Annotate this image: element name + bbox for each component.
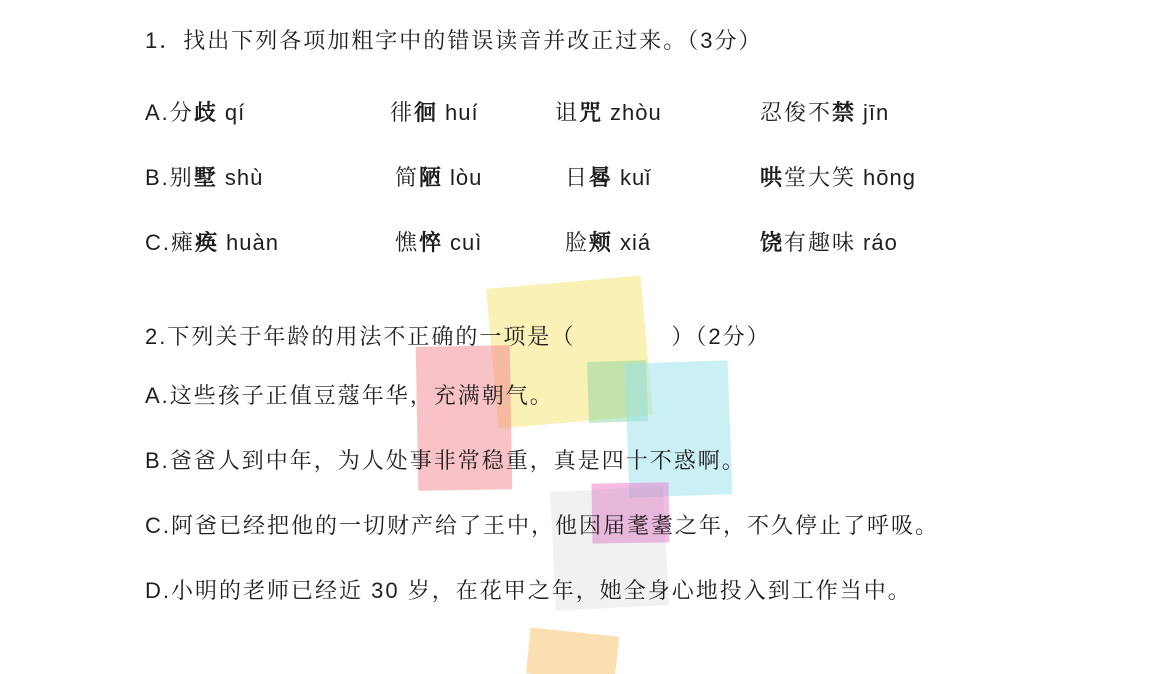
word-item: 日晷 kuǐ [565, 165, 652, 190]
row-label: B. [145, 165, 170, 190]
word-item: 饶有趣味 ráo [760, 230, 898, 255]
word-item: A.分歧 qí [145, 100, 246, 125]
question2-option-c: C.阿爸已经把他的一切财产给了王中，他因届耄耋之年，不久停止了呼吸。 [145, 513, 940, 538]
question1-title: 1．找出下列各项加粗字中的错误读音并改正过来。（3分） [145, 28, 763, 53]
word-item: 诅咒 zhòu [555, 100, 662, 125]
pinyin: xiá [620, 230, 652, 255]
question1-row-c [145, 228, 1105, 258]
watermark-orange-square [526, 627, 619, 674]
bold-character: 歧 [193, 100, 218, 125]
bold-character: 饶 [760, 230, 785, 255]
word-item: 忍俊不禁 jīn [760, 100, 890, 125]
bold-character: 徊 [414, 100, 439, 125]
question2-option-d: D.小明的老师已经近 30 岁，在花甲之年，她全身心地投入到工作当中。 [145, 578, 912, 603]
row-label: A. [145, 100, 170, 125]
question2-title: 2.下列关于年龄的用法不正确的一项是（ ）（2分） [145, 324, 771, 349]
pinyin: kuǐ [620, 165, 652, 190]
question1-row-a [145, 98, 1105, 128]
bold-character: 咒 [579, 100, 604, 125]
bold-character: 痪 [195, 230, 220, 255]
word-item: 憔悴 cuì [395, 230, 483, 255]
bold-character: 哄 [760, 165, 785, 190]
bold-character: 颊 [589, 230, 614, 255]
word-item: 徘徊 huí [390, 100, 479, 125]
word-item: B.别墅 shù [145, 165, 264, 190]
bold-character: 陋 [419, 165, 444, 190]
pinyin: ráo [863, 230, 898, 255]
word-item: 哄堂大笑 hōng [760, 165, 916, 190]
question2-option-a: A.这些孩子正值豆蔻年华，充满朝气。 [145, 383, 554, 408]
pinyin: huí [445, 100, 479, 125]
bold-character: 禁 [832, 100, 857, 125]
pinyin: shù [224, 165, 264, 190]
pinyin: lòu [450, 165, 483, 190]
pinyin: hōng [863, 165, 916, 190]
word-item: 脸颊 xiá [565, 230, 652, 255]
word-item: 简陋 lòu [395, 165, 483, 190]
pinyin: qí [224, 100, 246, 125]
bold-character: 墅 [193, 165, 218, 190]
pinyin: zhòu [610, 100, 662, 125]
bold-character: 晷 [589, 165, 614, 190]
word-item: C.瘫痪 huàn [145, 230, 279, 255]
row-label: C. [145, 230, 171, 255]
pinyin: cuì [450, 230, 483, 255]
bold-character: 悴 [419, 230, 444, 255]
pinyin: huàn [226, 230, 279, 255]
pinyin: jīn [863, 100, 890, 125]
question2-option-b: B.爸爸人到中年，为人处事非常稳重，真是四十不惑啊。 [145, 448, 746, 473]
watermark-cyan-square [625, 360, 733, 498]
question1-row-b [145, 163, 1105, 193]
